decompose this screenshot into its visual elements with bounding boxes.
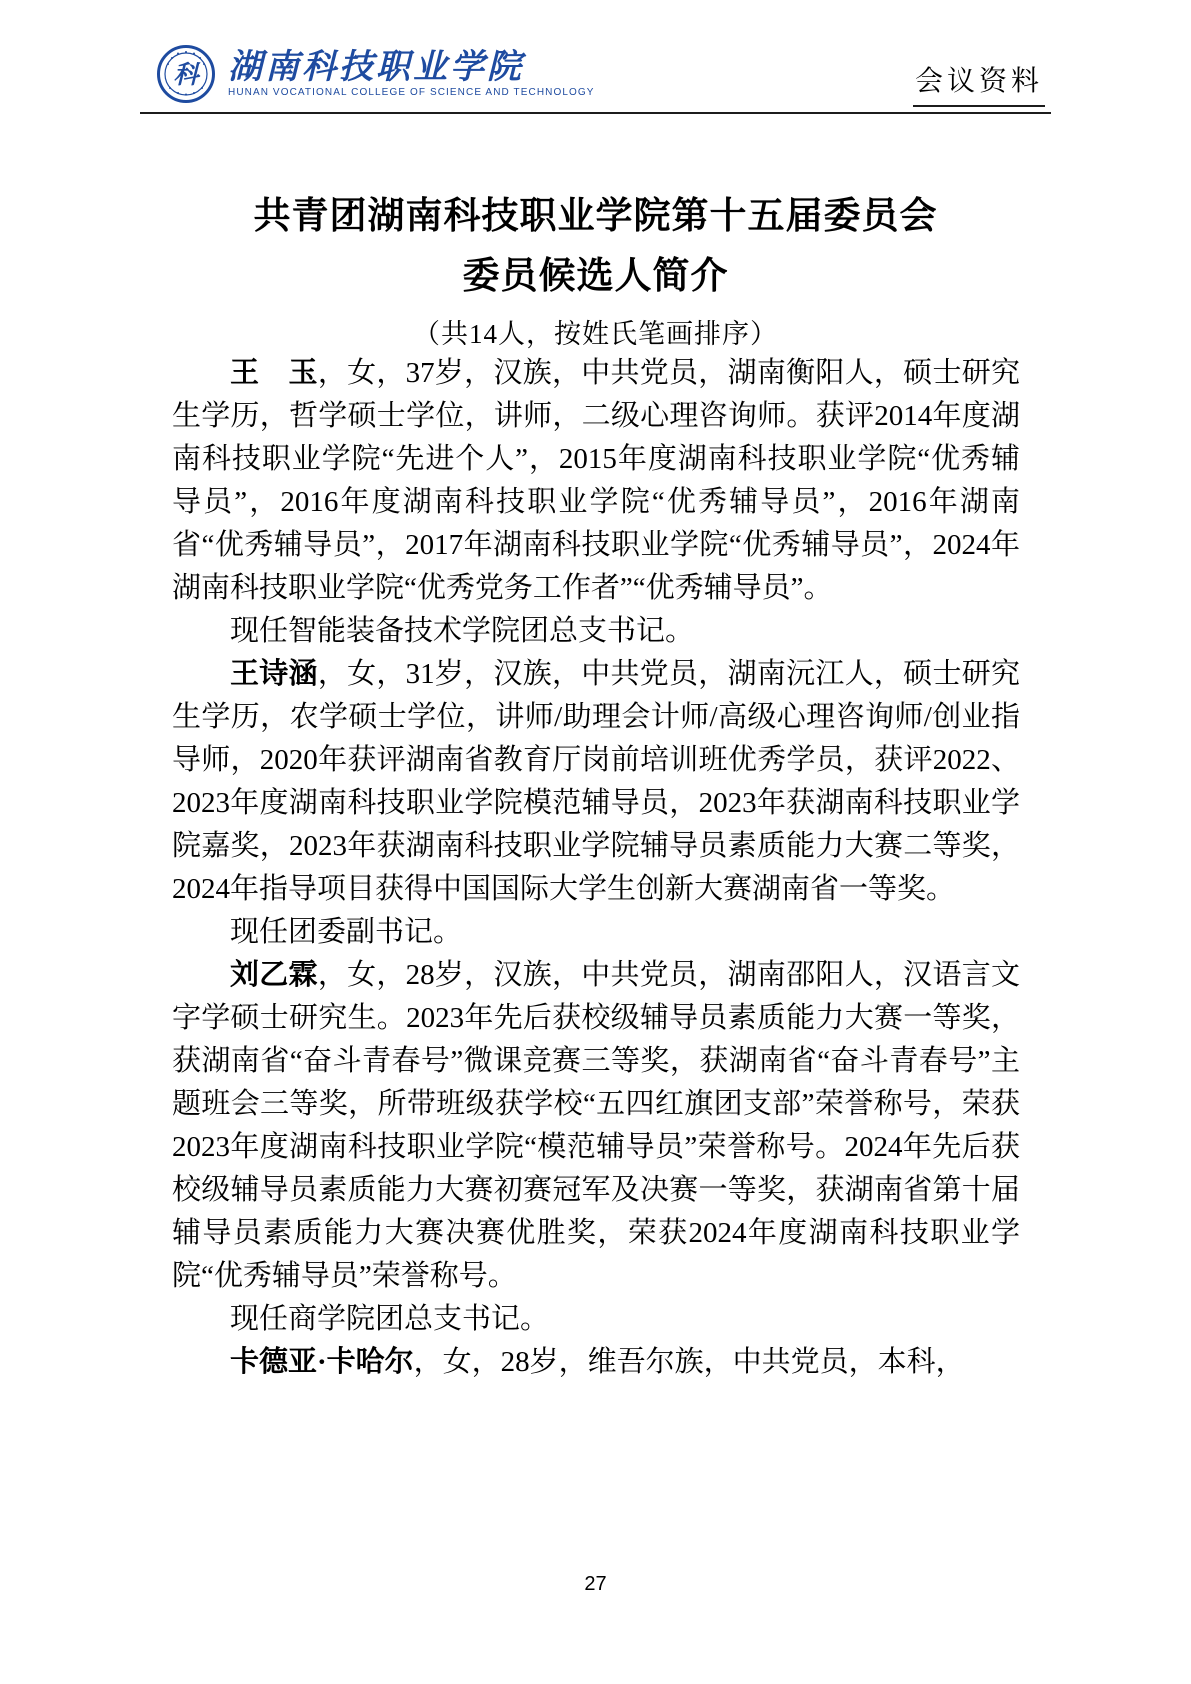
- school-name-block: [228, 50, 595, 99]
- person-name: 刘乙霖: [230, 959, 318, 991]
- bio-text: ，女，28岁，维吾尔族，中共党员，本科，: [413, 1346, 965, 1378]
- bio-text: 现任商学院团总支书记。: [230, 1303, 550, 1335]
- school-seal-icon: [156, 44, 216, 104]
- svg-text:科: 科: [173, 62, 199, 89]
- bio-text: ，女，28岁，汉族，中共党员，湖南邵阳人，汉语言文字学硕士研究生。2023年先后获校级辅导员素质能力大赛一等奖，获湖南省“奋斗青春号”微课竞赛三等奖，获湖南省“奋斗青春号”主题班会三等奖，所带班级获学校“五四红旗团支部”荣誉称号，荣获2023年度湖南科技职业学院“模范辅导员”荣誉称号。2024年先后获校级辅导员素质能力大赛初赛冠军及决赛一等奖，获湖南省第十届辅导员素质能力大赛决赛优胜奖，荣获2024年度湖南科技职业学院“优秀辅导员”荣誉称号。: [172, 959, 1020, 1292]
- document-body: [172, 352, 1020, 1384]
- bio-paragraph: [172, 352, 1020, 610]
- person-name: 王 玉: [230, 357, 318, 389]
- school-name-zh: 湖南科技职业学院: [228, 48, 524, 86]
- document-subtitle: （共14人，按姓氏笔画排序）: [413, 319, 778, 349]
- role-paragraph: [172, 911, 1020, 954]
- bio-paragraph: [172, 1341, 1020, 1384]
- bio-text: ，女，31岁，汉族，中共党员，湖南沅江人，硕士研究生学历，农学硕士学位，讲师/助理会计师/高级心理咨询师/创业指导师，2020年获评湖南省教育厅岗前培训班优秀学员，获评2022、2023年度湖南科技职业学院模范辅导员，2023年获湖南科技职业学院嘉奖，2023年获湖南科技职业学院辅导员素质能力大赛二等奖，2024年指导项目获得中国国际大学生创新大赛湖南省一等奖。: [172, 658, 1020, 905]
- person-name: 王诗涵: [230, 658, 318, 690]
- bio-text: 现任智能装备技术学院团总支书记。: [230, 615, 695, 647]
- bio-paragraph: [172, 653, 1020, 911]
- role-paragraph: [172, 1298, 1020, 1341]
- role-paragraph: [172, 610, 1020, 653]
- document-title-line1: 共青团湖南科技职业学院第十五届委员会: [253, 195, 938, 236]
- header-divider: [140, 112, 1051, 114]
- school-logo: [156, 44, 595, 104]
- page-number: 27: [584, 1573, 607, 1595]
- header-tag-label: 会议资料: [913, 64, 1045, 107]
- school-name-en: HUNAN VOCATIONAL COLLEGE OF SCIENCE AND TECHNOLOGY: [228, 86, 595, 98]
- document-title-line2: 委员候选人简介: [462, 255, 729, 296]
- title-block: [0, 186, 1191, 358]
- bio-text: 现任团委副书记。: [230, 916, 463, 948]
- bio-text: ，女，37岁，汉族，中共党员，湖南衡阳人，硕士研究生学历，哲学硕士学位，讲师，二级心理咨询师。获评2014年度湖南科技职业学院“先进个人”，2015年度湖南科技职业学院“优秀辅导员”，2016年度湖南科技职业学院“优秀辅导员”，2016年湖南省“优秀辅导员”，2017年湖南科技职业学院“优秀辅导员”，2024年湖南科技职业学院“优秀党务工作者”“优秀辅导员”。: [172, 357, 1020, 604]
- bio-paragraph: [172, 954, 1020, 1298]
- person-name: 卡德亚·卡哈尔: [230, 1346, 414, 1378]
